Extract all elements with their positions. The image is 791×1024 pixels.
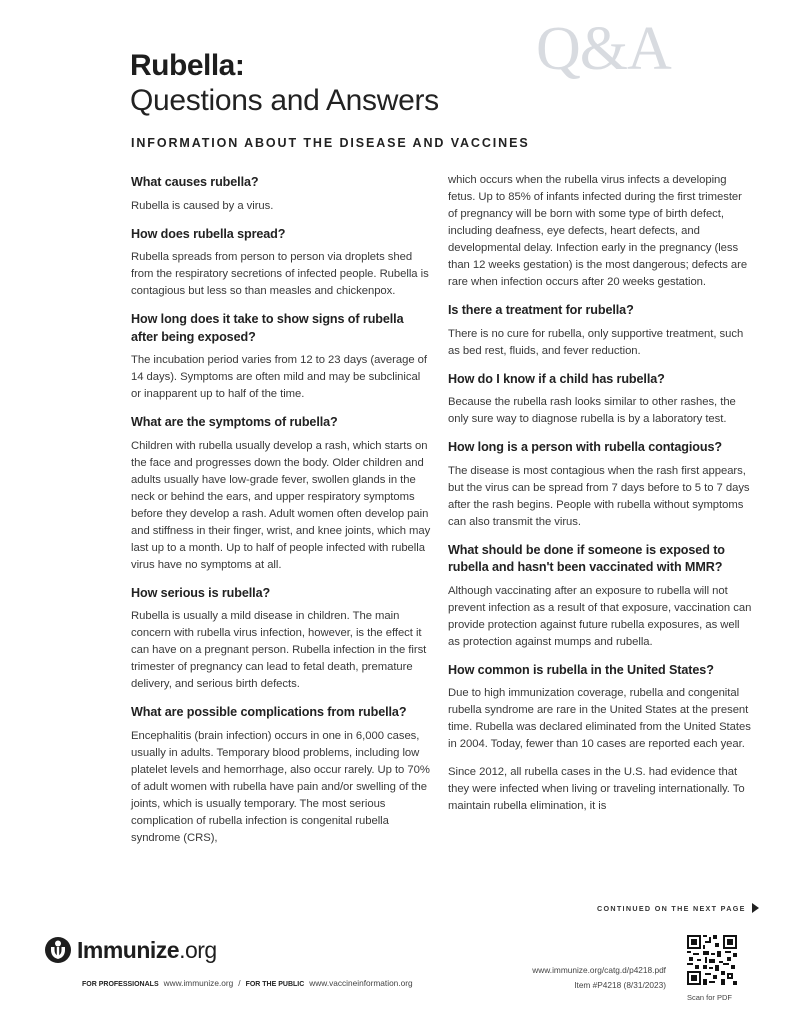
qa-item [131,311,431,403]
question-heading: How long does it take to show signs of rubella after being exposed? [131,312,404,344]
footer-links [82,978,413,988]
qr-caption: Scan for PDF [687,993,733,1002]
question-heading: How does rubella spread? [131,226,286,241]
qa-item [131,226,431,301]
answer-text: Rubella spreads from person to person via droplets shed from the respiratory secretions of infected people. Rubella is contagious but less so than measles and chickenpox. [131,251,429,297]
continued-next-page-link[interactable] [597,903,759,913]
answer-text: Children with rubella usually develop a rash, which starts on the face and progresses down the body. Older children and adults usually have low-grade fever, swollen glands in the neck or behind the ears, and upper respiratory symptoms before they develop a rash. Adult women often develop pain and stiffness in their finger, wrist, and knee joints, which may last up to a month. Up to half of people infected with rubella virus have no symptoms at all. [131,439,431,571]
continued-label: CONTINUED ON THE NEXT PAGE [597,903,746,913]
qa-item [131,174,431,215]
question-heading: How serious is rubella? [131,585,271,600]
answer-text: Rubella is caused by a virus. [131,199,274,212]
answer-text: Due to high immunization coverage, rubella and congenital rubella syndrome are rare in the United States at the present time. Rubella was declared eliminated from the United States in 2004. Today, fewer than 10 cases are reported each year. [448,687,751,750]
question-heading: How long is a person with rubella contagious? [448,440,722,454]
question-heading: How do I know if a child has rubella? [448,371,665,386]
qa-watermark: Q&A [536,15,671,83]
question-heading: What causes rubella? [131,175,259,189]
answer-text: There is no cure for rubella, only supportive treatment, such as bed rest, fluids, and fever reduction. [448,327,744,357]
qa-item [131,585,431,694]
public-link[interactable]: www.vaccineinformation.org [309,978,413,988]
qa-item [448,439,753,531]
logo-wordmark: Immunize.org [77,936,217,963]
pdf-url-link[interactable]: www.immunize.org/catg.d/p4218.pdf [532,965,666,975]
left-column [131,174,431,858]
page-title: Rubella: [130,49,245,82]
question-heading: What are possible complications from rubella? [131,705,407,719]
answer-text: Encephalitis (brain infection) occurs in one in 6,000 cases, usually in adults. Temporary blood problems, including low platelet levels and hemorrhage, also occur rarely. Up to 70% of adult women with rubella have pain and/or swelling of the joints, which is usually temporary. The most serious complication of rubella infection is congenital rubella syndrome (CRS), [131,729,430,844]
qa-item [131,414,431,574]
right-column [448,174,753,826]
footer-item-info [532,963,666,993]
qa-item [448,542,753,651]
qa-item [448,302,753,360]
answer-text: The disease is most contagious when the rash first appears, but the virus can be spread from 7 days before to 5 to 7 days after the rash begins. People with rubella without symptoms can also transmit the virus. [448,464,750,528]
qr-code-icon[interactable] [687,935,737,985]
qa-item [131,704,431,847]
qa-item [448,662,753,816]
question-heading: How common is rubella in the United States? [448,662,714,677]
page-subtitle-title: Questions and Answers [130,84,439,117]
play-triangle-icon [752,903,759,913]
professionals-link[interactable]: www.immunize.org [163,978,234,988]
answer-text: Although vaccinating after an exposure to rubella will not prevent infection as a result of that exposure, vaccination can provide protection against future rubella exposures, as well as protection against mumps and rubella. [448,584,752,648]
answer-text: Because the rubella rash looks similar to other rashes, the only sure way to diagnose rubella is by a laboratory test. [448,396,736,425]
immunize-logo-icon [44,936,72,964]
footer-separator: / [238,978,241,988]
question-heading: What are the symptoms of rubella? [131,415,338,429]
answer-text: Rubella is usually a mild disease in children. The main concern with rubella virus infection, however, is the effect it can have on a pregnant person. Rubella infection in the first trimester of pregnancy can lead to fetal death, premature delivery, and serious birth defects. [131,610,427,690]
professionals-label: FOR PROFESSIONALS [82,981,159,988]
question-heading: Is there a treatment for rubella? [448,303,634,317]
section-subtitle: INFORMATION ABOUT THE DISEASE AND VACCINES [131,136,530,150]
immunize-logo[interactable] [44,936,217,964]
answer-text: Since 2012, all rubella cases in the U.S. had evidence that they were infected when living or traveling internationally. To maintain rubella elimination, it is [448,766,745,812]
answer-text: The incubation period varies from 12 to 23 days (average of 14 days). Symptoms are often mild and may be subclinical or inapparent up to half of the time. [131,354,427,400]
question-heading: What should be done if someone is exposed to rubella and hasn't been vaccinated with MMR? [448,542,725,574]
qa-item [448,371,753,429]
item-number: Item #P4218 (8/31/2023) [574,980,666,990]
public-label: FOR THE PUBLIC [245,981,305,988]
answer-continuation: which occurs when the rubella virus infects a developing fetus. Up to 85% of infants infected during the first trimester of pregnancy will be born with some type of birth defect, including deafness, eye defects, heart defects, and developmental delay. Infection early in the pregnancy (less than 12 weeks gestation) is the most dangerous; defects are rare when infection occurs after 20 weeks gestation. [448,174,748,288]
